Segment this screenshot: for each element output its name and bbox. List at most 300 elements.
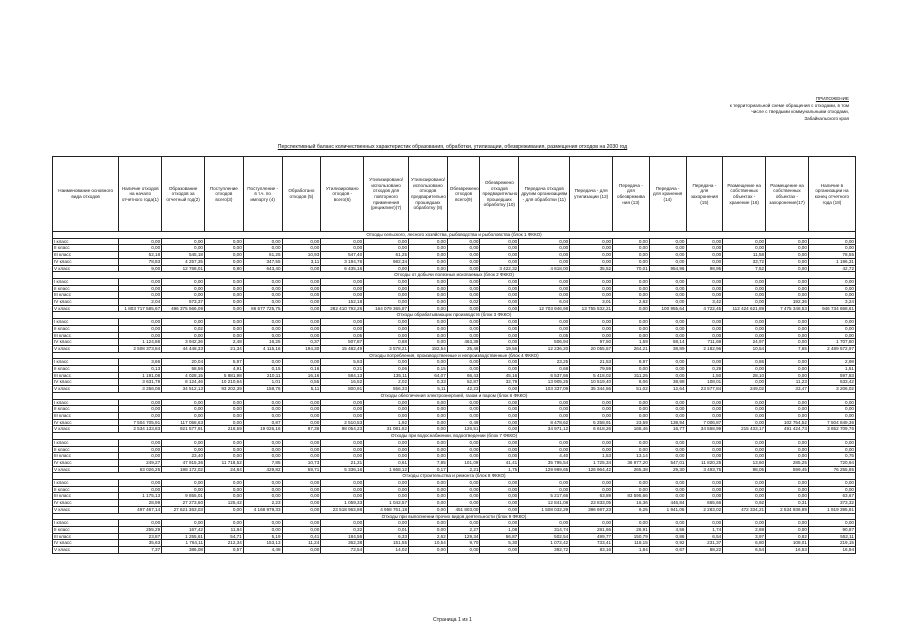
value-cell: 35 344,56 xyxy=(570,386,613,393)
value-cell: 0,00 xyxy=(282,292,321,299)
value-cell: 0,00 xyxy=(613,366,650,373)
value-cell: 0,00 xyxy=(808,278,855,285)
value-cell: 5,19 xyxy=(243,533,282,540)
value-cell: 0,00 xyxy=(723,285,766,292)
value-cell: 0,00 xyxy=(282,399,321,406)
value-cell: 0,00 xyxy=(519,486,570,493)
value-cell: 0,00 xyxy=(613,238,650,245)
hazard-class-cell: III класс xyxy=(53,493,119,500)
value-cell: 0,00 xyxy=(613,305,650,312)
value-cell: 720,94 xyxy=(808,459,855,466)
value-cell: 0,00 xyxy=(649,372,686,379)
value-cell: 0,00 xyxy=(519,292,570,299)
value-cell: 138,94 xyxy=(649,419,686,426)
hazard-class-cell: IV класс xyxy=(53,459,119,466)
value-cell: 0,00 xyxy=(409,406,448,413)
value-cell: 0,00 xyxy=(723,453,766,460)
value-cell: 0,00 xyxy=(480,339,519,346)
value-cell: 0,00 xyxy=(686,399,723,406)
value-cell: 0,00 xyxy=(480,366,519,373)
hazard-class-cell: III класс xyxy=(53,372,119,379)
value-cell: 0,00 xyxy=(243,299,282,306)
value-cell: 0,00 xyxy=(282,453,321,460)
section-title: Отходы обеспечения электроэнергией, газом и паром (блок 6 ФККО) xyxy=(53,392,856,399)
value-cell: 1 919 395,81 xyxy=(808,506,855,513)
value-cell: 0,00 xyxy=(649,412,686,419)
table-row xyxy=(53,359,856,366)
value-cell: 0,00 xyxy=(119,439,162,446)
value-cell: 24,84 xyxy=(205,466,244,473)
value-cell: 0,00 xyxy=(119,278,162,285)
value-cell: 0,00 xyxy=(162,332,205,339)
value-cell: 0,86 xyxy=(649,533,686,540)
value-cell: 219,15 xyxy=(808,540,855,547)
value-cell: 0,00 xyxy=(205,252,244,259)
value-cell: 0,00 xyxy=(480,292,519,299)
value-cell: 0,00 xyxy=(409,520,448,527)
table-row xyxy=(53,500,856,507)
value-cell: 0,00 xyxy=(686,520,723,527)
value-cell: 0,00 xyxy=(162,245,205,252)
value-cell: 0,00 xyxy=(649,245,686,252)
value-cell: 0,00 xyxy=(649,278,686,285)
value-cell: 0,00 xyxy=(447,292,480,299)
value-cell: 0,00 xyxy=(243,278,282,285)
value-cell: 0,00 xyxy=(686,285,723,292)
value-cell: 665,66 xyxy=(686,500,723,507)
value-cell: 0,00 xyxy=(808,325,855,332)
section-row xyxy=(53,272,856,279)
value-cell: 0,00 xyxy=(766,292,809,299)
table-row xyxy=(53,493,856,500)
value-cell: 0,00 xyxy=(766,339,809,346)
value-cell: 0,00 xyxy=(613,486,650,493)
table-row xyxy=(53,533,856,540)
value-cell: 0,00 xyxy=(205,493,244,500)
value-cell: 0,00 xyxy=(649,285,686,292)
value-cell: 210,11 xyxy=(243,372,282,379)
value-cell: 2 283,02 xyxy=(686,506,723,513)
approval-line: числе с твердыми коммунальными отходами, xyxy=(751,109,849,114)
value-cell: 0,00 xyxy=(480,386,519,393)
value-cell: 0,00 xyxy=(519,285,570,292)
value-cell: 158,76 xyxy=(243,386,282,393)
value-cell: 8 478,62 xyxy=(519,419,570,426)
value-cell: 86 577 725,75 xyxy=(243,305,282,312)
value-cell: 0,00 xyxy=(205,399,244,406)
value-cell: 0,00 xyxy=(447,359,480,366)
value-cell: 3 493,75 xyxy=(686,466,723,473)
value-cell: 0,00 xyxy=(613,439,650,446)
value-cell: 547,40 xyxy=(321,252,364,259)
hazard-class-cell: III класс xyxy=(53,252,119,259)
value-cell: 0,00 xyxy=(119,285,162,292)
value-cell: 249,27 xyxy=(119,459,162,466)
value-cell: 0,29 xyxy=(686,366,723,373)
value-cell: 0,00 xyxy=(364,439,409,446)
value-cell: 198 172,02 xyxy=(162,466,205,473)
value-cell: 0,00 xyxy=(243,446,282,453)
value-cell: 0,00 xyxy=(686,480,723,487)
value-cell: 0,00 xyxy=(119,238,162,245)
value-cell: 0,00 xyxy=(409,547,448,554)
value-cell: 0,00 xyxy=(447,305,480,312)
value-cell: 0,00 xyxy=(808,520,855,527)
value-cell: 0,00 xyxy=(119,412,162,419)
value-cell: 10,54 xyxy=(723,345,766,352)
value-cell: 32,79 xyxy=(480,379,519,386)
value-cell: 97,50 xyxy=(570,339,613,346)
value-cell: 0,00 xyxy=(282,439,321,446)
value-cell: 0,00 xyxy=(321,439,364,446)
value-cell: 0,00 xyxy=(447,252,480,259)
value-cell: 4 722,45 xyxy=(686,305,723,312)
table-row xyxy=(53,258,856,265)
value-cell: 0,00 xyxy=(480,258,519,265)
value-cell: 0,00 xyxy=(119,399,162,406)
value-cell: 0,92 xyxy=(723,500,766,507)
value-cell: 11 718,52 xyxy=(205,459,244,466)
value-cell: 78,55 xyxy=(808,252,855,259)
column-header: Передача - для утилизации (12) xyxy=(570,157,613,232)
value-cell: 9,25 xyxy=(613,506,650,513)
value-cell: 0,00 xyxy=(409,278,448,285)
value-cell: 0,00 xyxy=(613,399,650,406)
value-cell: 0,00 xyxy=(570,439,613,446)
value-cell: 0,00 xyxy=(613,412,650,419)
value-cell: 0,00 xyxy=(519,520,570,527)
value-cell: 9 855,01 xyxy=(162,493,205,500)
value-cell: 3 631,79 xyxy=(119,379,162,386)
value-cell: 2,04 xyxy=(119,299,162,306)
value-cell: 0,00 xyxy=(613,520,650,527)
value-cell: 11,23 xyxy=(766,379,809,386)
value-cell: 0,00 xyxy=(282,446,321,453)
value-cell: 16,16 xyxy=(282,372,321,379)
table-row xyxy=(53,412,856,419)
value-cell: 0,00 xyxy=(409,252,448,259)
value-cell: 0,00 xyxy=(649,520,686,527)
hazard-class-cell: I класс xyxy=(53,319,119,326)
value-cell: 4,40 xyxy=(519,453,570,460)
value-cell: 1 191,08 xyxy=(119,372,162,379)
value-cell: 44 448,33 xyxy=(162,345,205,352)
value-cell: 0,00 xyxy=(282,285,321,292)
value-cell: 63,67 xyxy=(808,493,855,500)
value-cell: 20 055,57 xyxy=(570,345,613,352)
value-cell: 0,00 xyxy=(723,439,766,446)
value-cell: 0,00 xyxy=(686,292,723,299)
value-cell: 3 578,21 xyxy=(364,345,409,352)
value-cell: 4,91 xyxy=(205,366,244,373)
table-row xyxy=(53,453,856,460)
section-row xyxy=(53,473,856,480)
value-cell: 100 955,64 xyxy=(649,305,686,312)
value-cell: 2,02 xyxy=(364,379,409,386)
table-row xyxy=(53,480,856,487)
value-cell: 0,00 xyxy=(119,446,162,453)
value-cell: 5,11 xyxy=(282,386,321,393)
column-header: Передача - для обезврежива ния (13) xyxy=(613,157,650,232)
value-cell: 0,00 xyxy=(808,292,855,299)
value-cell: 1,51 xyxy=(808,366,855,373)
value-cell: 0,00 xyxy=(119,520,162,527)
value-cell: 0,00 xyxy=(447,265,480,272)
value-cell: 0,75 xyxy=(808,453,855,460)
column-header: Наличие в организации на конец отчетного года (18) xyxy=(808,157,855,232)
value-cell: 14,02 xyxy=(364,547,409,554)
value-cell: 0,00 xyxy=(243,319,282,326)
value-cell: 0,00 xyxy=(723,493,766,500)
value-cell: 0,00 xyxy=(480,446,519,453)
value-cell: 19,56 xyxy=(480,345,519,352)
value-cell: 125,42 xyxy=(205,500,244,507)
value-cell: 4 818,00 xyxy=(519,265,570,272)
value-cell: 0,00 xyxy=(119,245,162,252)
hazard-class-cell: I класс xyxy=(53,238,119,245)
value-cell: 7,85 xyxy=(243,459,282,466)
value-cell: 0,00 xyxy=(243,520,282,527)
value-cell: 599,45 xyxy=(766,466,809,473)
value-cell: 0,00 xyxy=(766,258,809,265)
value-cell: 5 881,98 xyxy=(205,372,244,379)
value-cell: 6 435,16 xyxy=(321,265,364,272)
hazard-class-cell: II класс xyxy=(53,406,119,413)
value-cell: 2 182,96 xyxy=(686,345,723,352)
value-cell: 0,21 xyxy=(321,366,364,373)
value-cell: 117 058,63 xyxy=(162,419,205,426)
value-cell: 0,00 xyxy=(723,480,766,487)
value-cell: 0,00 xyxy=(205,238,244,245)
value-cell: 0,00 xyxy=(649,453,686,460)
value-cell: 0,00 xyxy=(119,292,162,299)
table-row xyxy=(53,332,856,339)
value-cell: 0,00 xyxy=(686,278,723,285)
value-cell: 16,25 xyxy=(243,339,282,346)
value-cell: 7 504 849,36 xyxy=(808,419,855,426)
value-cell: 31 081,82 xyxy=(364,426,409,433)
value-cell: 1 941,05 xyxy=(649,506,686,513)
value-cell: 0,00 xyxy=(205,258,244,265)
value-cell: 1 764,11 xyxy=(162,540,205,547)
value-cell: 33,72 xyxy=(723,258,766,265)
value-cell: 0,00 xyxy=(686,446,723,453)
value-cell: 0,00 xyxy=(766,486,809,493)
value-cell: 182,54 xyxy=(409,345,448,352)
value-cell: 0,00 xyxy=(364,299,409,306)
value-cell: 0,00 xyxy=(205,520,244,527)
approval-block xyxy=(649,96,849,122)
column-header: Наименование основного вида отходов xyxy=(53,157,119,232)
value-cell: 0,00 xyxy=(570,285,613,292)
value-cell: 3 942,36 xyxy=(162,339,205,346)
approval-line: Забайкальского края xyxy=(804,115,849,121)
value-cell: 27 273,60 xyxy=(162,500,205,507)
value-cell: 0,00 xyxy=(205,506,244,513)
value-cell: 0,00 xyxy=(243,399,282,406)
value-cell: 0,00 xyxy=(321,453,364,460)
value-cell: 41,41 xyxy=(480,459,519,466)
value-cell: 0,00 xyxy=(519,258,570,265)
value-cell: 23,59 xyxy=(613,419,650,426)
value-cell: 0,33 xyxy=(409,379,448,386)
value-cell: 194,30 xyxy=(282,345,321,352)
section-title: Отходы сельского, лесного хозяйства, рыбоводства и рыболовства (блок 1 ФККО) xyxy=(53,232,856,239)
value-cell: 0,00 xyxy=(570,292,613,299)
value-cell: 42,72 xyxy=(808,265,855,272)
table-row xyxy=(53,506,856,513)
value-cell: 0,61 xyxy=(364,459,409,466)
section-title: Отходы при водоснабжении, водоотведении (блок 7 ФККО) xyxy=(53,433,856,440)
value-cell: 0,00 xyxy=(243,439,282,446)
value-cell: 0,00 xyxy=(808,245,855,252)
value-cell: 0,00 xyxy=(409,265,448,272)
value-cell: 21,53 xyxy=(570,359,613,366)
value-cell: 0,00 xyxy=(480,325,519,332)
hazard-class-cell: III класс xyxy=(53,453,119,460)
value-cell: 472 334,21 xyxy=(723,506,766,513)
value-cell: 23 577,84 xyxy=(686,386,723,393)
value-cell: 3,97 xyxy=(723,533,766,540)
value-cell: 0,00 xyxy=(364,332,409,339)
table-row xyxy=(53,520,856,527)
value-cell: 0,00 xyxy=(570,412,613,419)
value-cell: 83 595,66 xyxy=(613,493,650,500)
value-cell: 12 841,08 xyxy=(519,500,570,507)
value-cell: 10 210,64 xyxy=(205,379,244,386)
value-cell: 2,62 xyxy=(409,533,448,540)
value-cell: 6,04 xyxy=(519,299,570,306)
value-cell: 12,64 xyxy=(649,386,686,393)
value-cell: 0,00 xyxy=(119,325,162,332)
value-cell: 282 410 792,26 xyxy=(321,305,364,312)
value-cell: 0,05 xyxy=(321,332,364,339)
value-cell: 1,84 xyxy=(613,547,650,554)
value-cell: 0,00 xyxy=(686,439,723,446)
value-cell: 34 971,12 xyxy=(519,426,570,433)
value-cell: 0,00 xyxy=(321,486,364,493)
value-cell: 0,31 xyxy=(766,500,809,507)
table-row xyxy=(53,386,856,393)
value-cell: 11 820,25 xyxy=(686,459,723,466)
hazard-class-cell: I класс xyxy=(53,278,119,285)
value-cell: 0,00 xyxy=(282,480,321,487)
value-cell: 0,00 xyxy=(808,480,855,487)
value-cell: 8 124,46 xyxy=(162,379,205,386)
table-row xyxy=(53,319,856,326)
value-cell: 0,00 xyxy=(243,453,282,460)
table-row xyxy=(53,372,856,379)
value-cell: 0,00 xyxy=(162,480,205,487)
value-cell: 0,00 xyxy=(447,399,480,406)
value-cell: 0,00 xyxy=(766,252,809,259)
value-cell: 98 054,23 xyxy=(321,426,364,433)
value-cell: 0,00 xyxy=(282,245,321,252)
value-cell: 1 059,33 xyxy=(321,500,364,507)
value-cell: 0,00 xyxy=(808,446,855,453)
value-cell: 47 915,36 xyxy=(162,459,205,466)
value-cell: 0,00 xyxy=(649,399,686,406)
value-cell: 0,00 xyxy=(364,245,409,252)
value-cell: 0,00 xyxy=(686,486,723,493)
value-cell: 2,21 xyxy=(447,466,480,473)
value-cell: 24,97 xyxy=(723,339,766,346)
value-cell: 0,00 xyxy=(282,265,321,272)
value-cell: 151,55 xyxy=(364,540,409,547)
value-cell: 547,01 xyxy=(649,459,686,466)
value-cell: 129 969,65 xyxy=(519,466,570,473)
value-cell: 6,33 xyxy=(364,533,409,540)
value-cell: 499,77 xyxy=(570,533,613,540)
value-cell: 0,57 xyxy=(205,547,244,554)
table-row xyxy=(53,292,856,299)
value-cell: 0,00 xyxy=(723,412,766,419)
value-cell: 982,34 xyxy=(364,258,409,265)
value-cell: 0,00 xyxy=(409,412,448,419)
value-cell: 61,25 xyxy=(364,252,409,259)
column-header: Поступление - в т.ч. по импорту (4) xyxy=(243,157,282,232)
value-cell: 0,00 xyxy=(243,332,282,339)
value-cell: 0,00 xyxy=(409,480,448,487)
table-row xyxy=(53,459,856,466)
value-cell: 362,38 xyxy=(321,540,364,547)
value-cell: 0,00 xyxy=(766,366,809,373)
value-cell: 7,85 xyxy=(409,459,448,466)
value-cell: 63,89 xyxy=(570,493,613,500)
table-row xyxy=(53,466,856,473)
value-cell: 76 255,85 xyxy=(808,466,855,473)
value-cell: 0,00 xyxy=(205,332,244,339)
table-row xyxy=(53,439,856,446)
value-cell: 6,54 xyxy=(723,547,766,554)
value-cell: 0,00 xyxy=(409,446,448,453)
value-cell: 0,00 xyxy=(119,480,162,487)
value-cell: 0,00 xyxy=(243,412,282,419)
value-cell: 2,23 xyxy=(243,500,282,507)
value-cell: 0,82 xyxy=(766,533,809,540)
value-cell: 0,00 xyxy=(364,292,409,299)
value-cell: 0,00 xyxy=(649,439,686,446)
value-cell: 0,00 xyxy=(447,406,480,413)
value-cell: 45,16 xyxy=(480,372,519,379)
value-cell: 36 977,20 xyxy=(613,459,650,466)
value-cell: 0,00 xyxy=(162,292,205,299)
column-header: Передача - для захоронения (15) xyxy=(686,157,723,232)
value-cell: 64,07 xyxy=(409,372,448,379)
value-cell: 0,00 xyxy=(570,278,613,285)
value-cell: 8,97 xyxy=(613,359,650,366)
section-row xyxy=(53,232,856,239)
value-cell: 0,00 xyxy=(766,453,809,460)
value-cell: 52,18 xyxy=(119,252,162,259)
hazard-class-cell: I класс xyxy=(53,399,119,406)
value-cell: 28,99 xyxy=(119,500,162,507)
value-cell: 0,00 xyxy=(119,406,162,413)
value-cell: 0,00 xyxy=(519,252,570,259)
value-cell: 0,00 xyxy=(205,419,244,426)
value-cell: 35,63 xyxy=(119,540,162,547)
value-cell: 0,00 xyxy=(649,258,686,265)
value-cell: 10,73 xyxy=(282,459,321,466)
value-cell: 0,00 xyxy=(766,325,809,332)
table-row xyxy=(53,252,856,259)
value-cell: 0,00 xyxy=(409,359,448,366)
value-cell: 0,00 xyxy=(480,493,519,500)
value-cell: 28,10 xyxy=(723,372,766,379)
value-cell: 0,00 xyxy=(447,238,480,245)
value-cell: 70,01 xyxy=(613,265,650,272)
column-header: Обезврежено отходов предварительно прошедших обработку (10) xyxy=(480,157,519,232)
